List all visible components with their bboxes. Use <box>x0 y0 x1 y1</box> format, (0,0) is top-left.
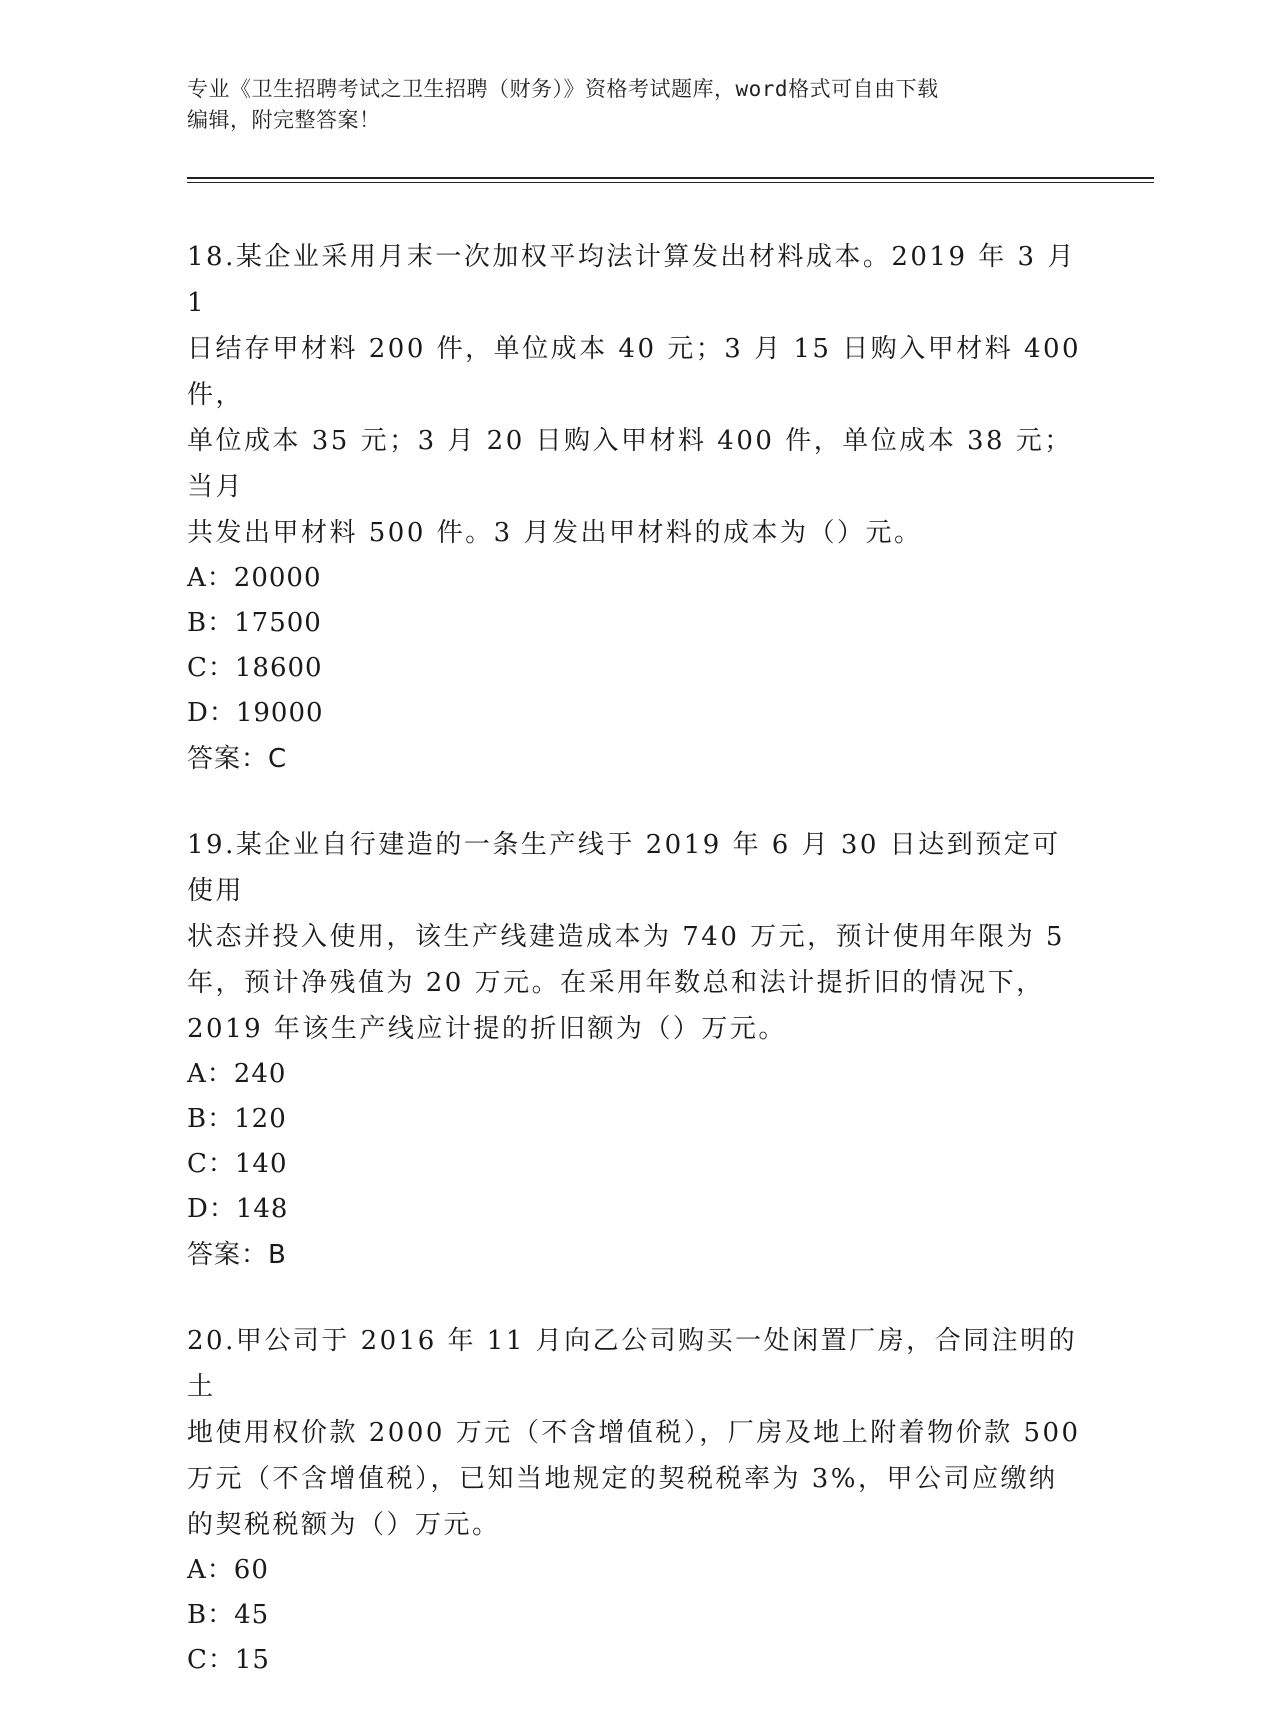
header-divider-thin <box>187 182 1154 183</box>
question-line: 年，预计净残值为 20 万元。在采用年数总和法计提折旧的情况下， <box>187 968 1045 998</box>
question-line: 万元（不含增值税），已知当地规定的契税税率为 3%，甲公司应缴纳 <box>187 1464 1058 1494</box>
question-line: 20.甲公司于 2016 年 11 月向乙公司购买一处闲置厂房，合同注明的土 <box>187 1326 1078 1402</box>
answer-label: 答案：B <box>187 1240 287 1270</box>
question-18 <box>187 234 1087 782</box>
question-list <box>187 234 1087 1723</box>
question-line: 19.某企业自行建造的一条生产线于 2019 年 6 月 30 日达到预定可使用 <box>187 830 1061 906</box>
header-divider-thick <box>187 177 1154 179</box>
option-a: A：60 <box>187 1555 269 1585</box>
question-line: 地使用权价款 2000 万元（不含增值税），厂房及地上附着物价款 500 <box>187 1418 1081 1448</box>
option-d: D：148 <box>187 1194 289 1224</box>
question-line: 共发出甲材料 500 件。3 月发出甲材料的成本为（）元。 <box>187 518 923 548</box>
option-b: B：45 <box>187 1600 270 1630</box>
question-line: 状态并投入使用，该生产线建造成本为 740 万元，预计使用年限为 5 <box>187 922 1065 952</box>
option-d: D：19000 <box>187 698 324 728</box>
option-c: C：18600 <box>187 653 323 683</box>
option-c: C：140 <box>187 1149 288 1179</box>
question-line: 2019 年该生产线应计提的折旧额为（）万元。 <box>187 1014 787 1044</box>
question-line: 18.某企业采用月末一次加权平均法计算发出材料成本。2019 年 3 月 1 <box>187 242 1076 318</box>
option-c: C：15 <box>187 1645 270 1675</box>
header-line-1: 专业《卫生招聘考试之卫生招聘（财务）》资格考试题库，word格式可自由下载 <box>187 77 939 101</box>
question-19 <box>187 822 1087 1278</box>
question-line: 日结存甲材料 200 件，单位成本 40 元；3 月 15 日购入甲材料 400 件， <box>187 334 1082 410</box>
option-a: A：240 <box>187 1059 287 1089</box>
question-20 <box>187 1318 1087 1683</box>
option-b: B：120 <box>187 1104 287 1134</box>
answer-label: 答案：C <box>187 744 288 774</box>
option-a: A：20000 <box>187 563 322 593</box>
option-b: B：17500 <box>187 608 322 638</box>
question-line: 单位成本 35 元；3 月 20 日购入甲材料 400 件，单位成本 38 元；当月 <box>187 426 1073 502</box>
document-header <box>187 74 1087 136</box>
question-line: 的契税税额为（）万元。 <box>187 1510 501 1540</box>
header-line-2: 编辑，附完整答案！ <box>187 108 381 132</box>
